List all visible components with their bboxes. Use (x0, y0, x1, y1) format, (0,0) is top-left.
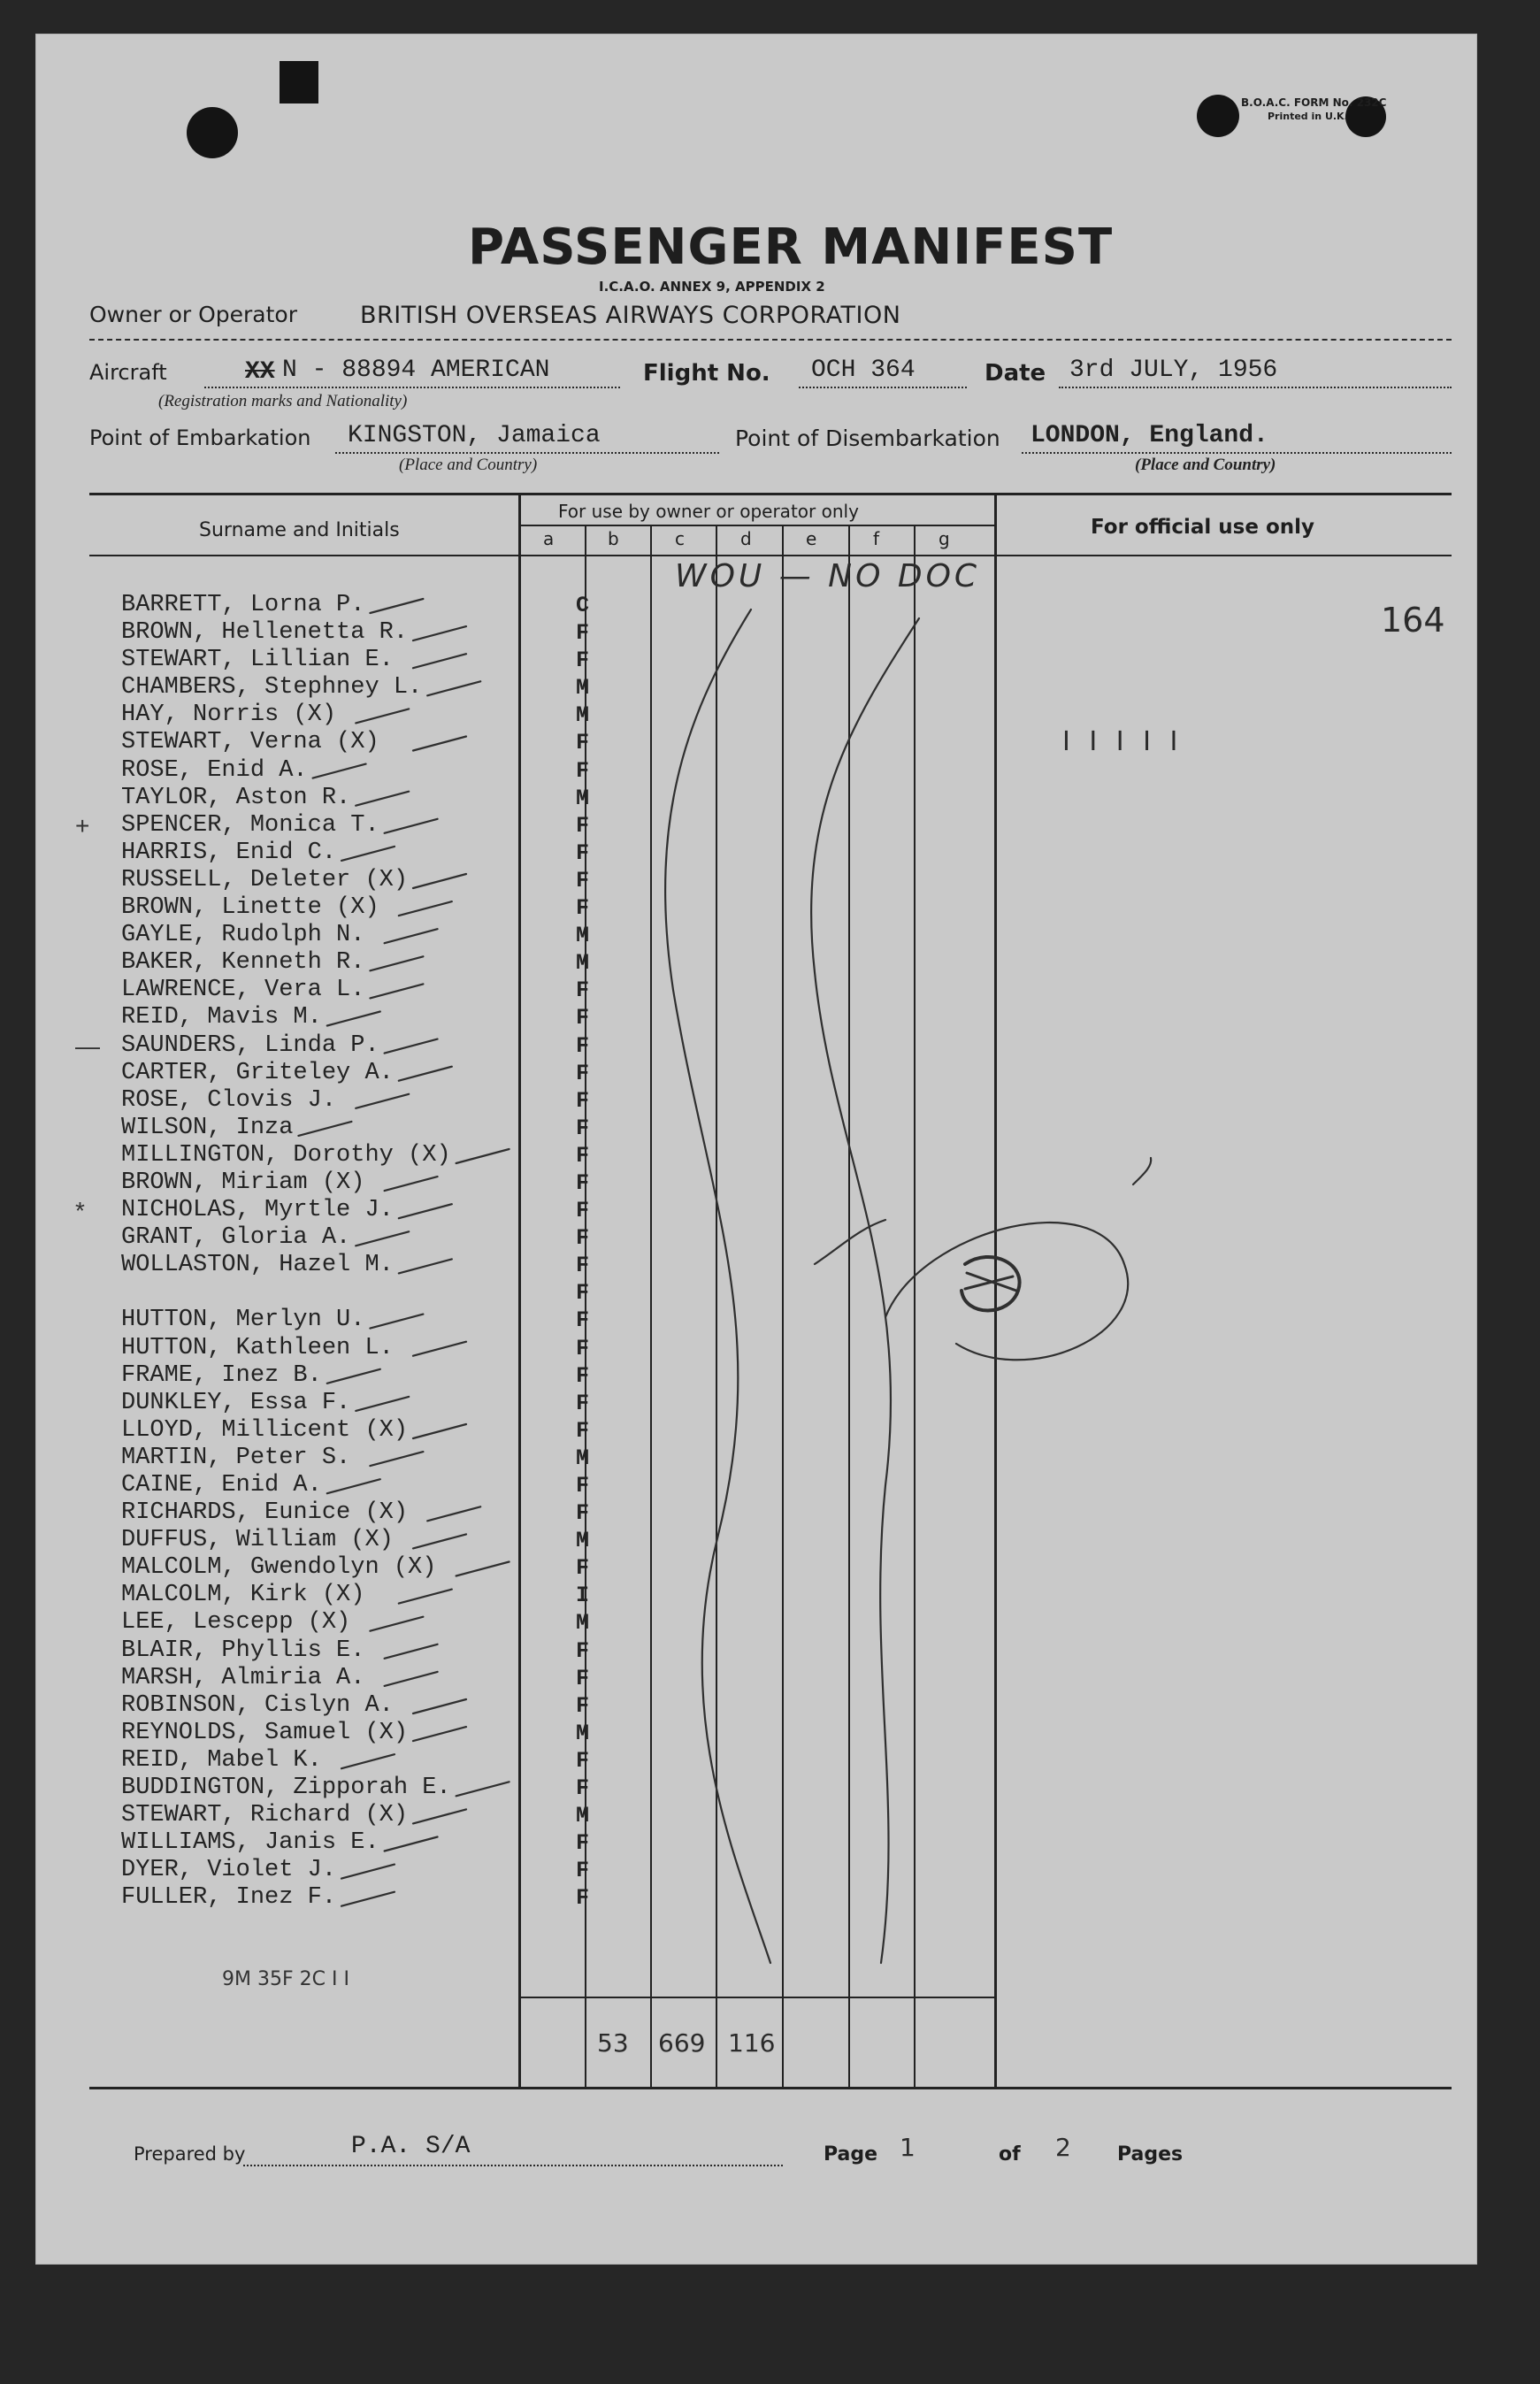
passenger-name: GAYLE, Rudolph N. (121, 922, 365, 949)
passenger-code: F (576, 1253, 590, 1279)
tick-stroke (385, 929, 438, 943)
subcol-f: f (873, 528, 880, 549)
tick-stroke (399, 901, 452, 916)
page-label: Page (824, 2143, 878, 2166)
passenger-mark: * (75, 1197, 85, 1225)
tick-stroke (413, 737, 466, 751)
passenger-code: F (576, 1142, 590, 1169)
passenger-name: BROWN, Hellenetta R. (121, 619, 409, 647)
passenger-code: M (576, 1528, 590, 1554)
total-b: 53 (597, 2028, 629, 2058)
passenger-code: F (576, 1473, 590, 1499)
tick-stroke (370, 1452, 423, 1466)
stamp-code: 9M 35F 2C I I (222, 1968, 349, 1990)
passenger-code: F (576, 1005, 590, 1031)
embarkation-label: Point of Embarkation (89, 425, 311, 450)
owner-label: Owner or Operator (89, 302, 297, 327)
passenger-name: STEWART, Verna (X) (121, 729, 379, 756)
tick-stroke (385, 1177, 438, 1191)
tick-stroke (413, 1699, 466, 1713)
passenger-code: F (576, 1087, 590, 1114)
passenger-name: DUFFUS, William (X) (121, 1527, 394, 1554)
embarkation-caption: (Place and Country) (399, 456, 538, 474)
form-number: B.O.A.C. FORM No. 232C (1241, 96, 1387, 109)
page-value: 1 (900, 2133, 916, 2162)
subcol-g: g (939, 528, 950, 549)
tick-stroke (413, 1534, 466, 1548)
passenger-code: F (576, 812, 590, 839)
aircraft-struck: XX (245, 358, 275, 386)
passenger-code: M (576, 702, 590, 729)
tick-stroke (413, 1809, 466, 1823)
tick-stroke (356, 709, 409, 723)
aircraft-caption: (Registration marks and Nationality) (158, 392, 408, 410)
passenger-name: BROWN, Linette (X) (121, 894, 379, 922)
tick-stroke (413, 1342, 466, 1356)
tick-stroke (356, 1397, 409, 1411)
passenger-code: M (576, 1610, 590, 1637)
passenger-code: F (576, 1885, 590, 1912)
tick-stroke (327, 1012, 380, 1026)
passenger-name: SPENCER, Monica T. (121, 811, 379, 839)
printed-in: Printed in U.K. (1268, 111, 1348, 122)
tick-stroke (341, 1892, 395, 1906)
passenger-name: BUDDINGTON, Zipporah E. (121, 1775, 451, 1802)
passenger-code: F (576, 1307, 590, 1334)
passenger-name: HUTTON, Merlyn U. (121, 1307, 365, 1334)
total-d: 116 (728, 2028, 776, 2058)
passenger-code: M (576, 950, 590, 977)
passenger-name: BARRETT, Lorna P. (121, 592, 365, 618)
passenger-name: HARRIS, Enid C. (121, 839, 337, 866)
passenger-name: BLAIR, Phyllis E. (121, 1637, 365, 1664)
tick-stroke (356, 1231, 409, 1246)
subcol-c: c (675, 528, 685, 549)
passenger-code: F (576, 1390, 590, 1416)
passenger-code: F (576, 1335, 590, 1361)
tick-stroke (341, 1754, 395, 1768)
passenger-name: MARTIN, Peter S. (121, 1444, 351, 1471)
tick-stroke (427, 1506, 480, 1521)
passenger-name: CARTER, Griteley A. (121, 1059, 394, 1086)
passenger-code: M (576, 1445, 590, 1471)
passenger-code: F (576, 1417, 590, 1444)
passenger-code: M (576, 1720, 590, 1746)
passenger-code: F (576, 1747, 590, 1774)
subcol-d: d (740, 528, 752, 549)
passenger-name: BROWN, Miriam (X) (121, 1169, 365, 1196)
passenger-code: I (576, 1583, 590, 1609)
tick-stroke (356, 1094, 409, 1108)
passenger-name: LLOYD, Millicent (X) (121, 1416, 409, 1444)
passenger-name: STEWART, Richard (X) (121, 1802, 409, 1829)
passenger-code: F (576, 867, 590, 893)
tick-stroke (370, 984, 423, 998)
passenger-name: FRAME, Inez B. (121, 1361, 322, 1389)
tick-stroke (413, 1727, 466, 1741)
passenger-name: SAUNDERS, Linda P. (121, 1031, 379, 1059)
tick-stroke (399, 1067, 452, 1081)
passenger-code: M (576, 675, 590, 701)
tick-stroke (298, 1122, 351, 1136)
tick-stroke (313, 764, 366, 778)
tick-stroke (370, 1617, 423, 1631)
of-label: of (999, 2143, 1021, 2166)
passenger-code: F (576, 1500, 590, 1527)
page-subtitle: I.C.A.O. ANNEX 9, APPENDIX 2 (599, 279, 825, 295)
passenger-code: F (576, 730, 590, 756)
passenger-code: F (576, 1362, 590, 1389)
tick-stroke (341, 1865, 395, 1879)
passenger-name: NICHOLAS, Myrtle J. (121, 1197, 394, 1224)
embarkation-value: KINGSTON, Jamaica (348, 422, 601, 449)
passenger-name: REID, Mabel K. (121, 1746, 322, 1774)
passenger-name: HAY, Norris (X) (121, 701, 337, 729)
passenger-name: STEWART, Lillian E. (121, 647, 394, 674)
tick-stroke (327, 1369, 380, 1384)
passenger-name: LEE, Lescepp (X) (121, 1609, 351, 1637)
passenger-name: TAYLOR, Aston R. (121, 784, 351, 811)
passenger-name: REID, Mavis M. (121, 1004, 322, 1031)
owner-value: BRITISH OVERSEAS AIRWAYS CORPORATION (360, 302, 901, 329)
total-c: 669 (658, 2028, 706, 2058)
passenger-name: RICHARDS, Eunice (X) (121, 1499, 409, 1527)
passenger-name: WILLIAMS, Janis E. (121, 1829, 379, 1857)
prepared-label: Prepared by (134, 2143, 246, 2165)
tick-stroke (427, 681, 480, 695)
tick-stroke (385, 1644, 438, 1659)
passenger-name: LAWRENCE, Vera L. (121, 977, 365, 1004)
page-count-note: 164 (1381, 601, 1445, 640)
passenger-name: DUNKLEY, Essa F. (121, 1389, 351, 1416)
passenger-code: F (576, 1830, 590, 1857)
passenger-name: MILLINGTON, Dorothy (X) (121, 1141, 451, 1169)
tick-stroke (456, 1782, 510, 1796)
tick-stroke (413, 654, 466, 668)
passenger-code: F (576, 1775, 590, 1802)
flight-value: OCH 364 (811, 356, 916, 384)
passenger-name: WOLLASTON, Hazel M. (121, 1252, 394, 1279)
passenger-code: F (576, 1280, 590, 1307)
passenger-mark: + (75, 811, 90, 839)
of-value: 2 (1055, 2133, 1071, 2162)
pen-strokes (36, 34, 1476, 2264)
flight-label: Flight No. (643, 360, 770, 387)
tick-stroke (399, 1590, 452, 1604)
tick-stroke (341, 847, 395, 861)
tick-stroke (385, 1672, 438, 1686)
tick-stroke (413, 1424, 466, 1438)
passenger-code: F (576, 1169, 590, 1196)
passenger-name: MALCOLM, Gwendolyn (X) (121, 1554, 437, 1582)
passenger-code: F (576, 1692, 590, 1719)
handwritten-note: WOU — NO DOC (675, 558, 981, 594)
passenger-code: F (576, 1115, 590, 1141)
tick-stroke (327, 1479, 380, 1493)
tick-stroke (456, 1149, 510, 1163)
passenger-name: CHAMBERS, Stephney L. (121, 674, 423, 701)
passenger-code: M (576, 785, 590, 811)
aircraft-label: Aircraft (89, 360, 167, 385)
prepared-value: P.A. S/A (351, 2133, 471, 2160)
subcol-e: e (806, 528, 817, 549)
passenger-name: ROSE, Enid A. (121, 756, 308, 784)
tally-marks: I I I I I (1062, 726, 1184, 757)
tick-stroke (385, 1039, 438, 1054)
tick-stroke (370, 1315, 423, 1329)
passenger-code: F (576, 1225, 590, 1252)
passenger-name: ROBINSON, Cislyn A. (121, 1691, 394, 1719)
passenger-code: F (576, 1637, 590, 1664)
passenger-code: F (576, 977, 590, 1004)
aircraft-value: N - 88894 AMERICAN (282, 356, 550, 384)
passenger-name: CAINE, Enid A. (121, 1472, 322, 1499)
pages-label: Pages (1117, 2143, 1184, 2166)
passenger-name: MARSH, Almiria A. (121, 1664, 365, 1691)
tick-stroke (385, 1837, 438, 1851)
disembarkation-label: Point of Disembarkation (735, 425, 1000, 451)
passenger-code: F (576, 648, 590, 674)
passenger-name: RUSSELL, Deleter (X) (121, 866, 409, 893)
tick-stroke (456, 1562, 510, 1576)
passenger-name: MALCOLM, Kirk (X) (121, 1582, 365, 1609)
passenger-code: F (576, 1555, 590, 1582)
subcol-b: b (608, 528, 619, 549)
passenger-name: DYER, Violet J. (121, 1857, 337, 1884)
passenger-code: F (576, 839, 590, 866)
tick-stroke (370, 599, 423, 613)
passenger-name: HUTTON, Kathleen L. (121, 1334, 394, 1361)
tick-stroke (399, 1259, 452, 1273)
page-title: PASSENGER MANIFEST (468, 218, 1114, 276)
col-official: For official use only (1091, 516, 1315, 539)
tick-stroke (356, 792, 409, 806)
date-value: 3rd JULY, 1956 (1069, 356, 1278, 384)
tick-stroke (413, 626, 466, 640)
passenger-code: F (576, 1032, 590, 1059)
passenger-code: M (576, 923, 590, 949)
passenger-mark: — (75, 1031, 100, 1060)
tick-stroke (370, 956, 423, 970)
tick-stroke (413, 874, 466, 888)
disembarkation-value: LONDON, England. (1030, 422, 1268, 449)
passenger-name: GRANT, Gloria A. (121, 1224, 351, 1252)
tick-stroke (399, 1204, 452, 1218)
passenger-name: BAKER, Kenneth R. (121, 949, 365, 977)
manifest-sheet (35, 34, 1477, 2265)
passenger-code: C (576, 593, 590, 618)
subcol-a: a (543, 528, 555, 549)
tick-stroke (385, 819, 438, 833)
passenger-code: F (576, 1198, 590, 1224)
date-label: Date (985, 360, 1046, 387)
passenger-name: WILSON, Inza (121, 1114, 294, 1141)
passenger-code: M (576, 1803, 590, 1829)
passenger-code: F (576, 1060, 590, 1086)
passenger-code: F (576, 757, 590, 784)
passenger-code: F (576, 895, 590, 922)
passenger-code: F (576, 1858, 590, 1884)
passenger-name: FULLER, Inez F. (121, 1884, 337, 1912)
col-owner-use: For use by owner or operator only (558, 501, 859, 522)
disembarkation-caption: (Place and Country) (1135, 456, 1276, 474)
passenger-name: REYNOLDS, Samuel (X) (121, 1719, 409, 1746)
col-surname: Surname and Initials (199, 519, 400, 541)
passenger-code: F (576, 1665, 590, 1691)
passenger-name: ROSE, Clovis J. (121, 1086, 337, 1114)
passenger-code: F (576, 620, 590, 647)
